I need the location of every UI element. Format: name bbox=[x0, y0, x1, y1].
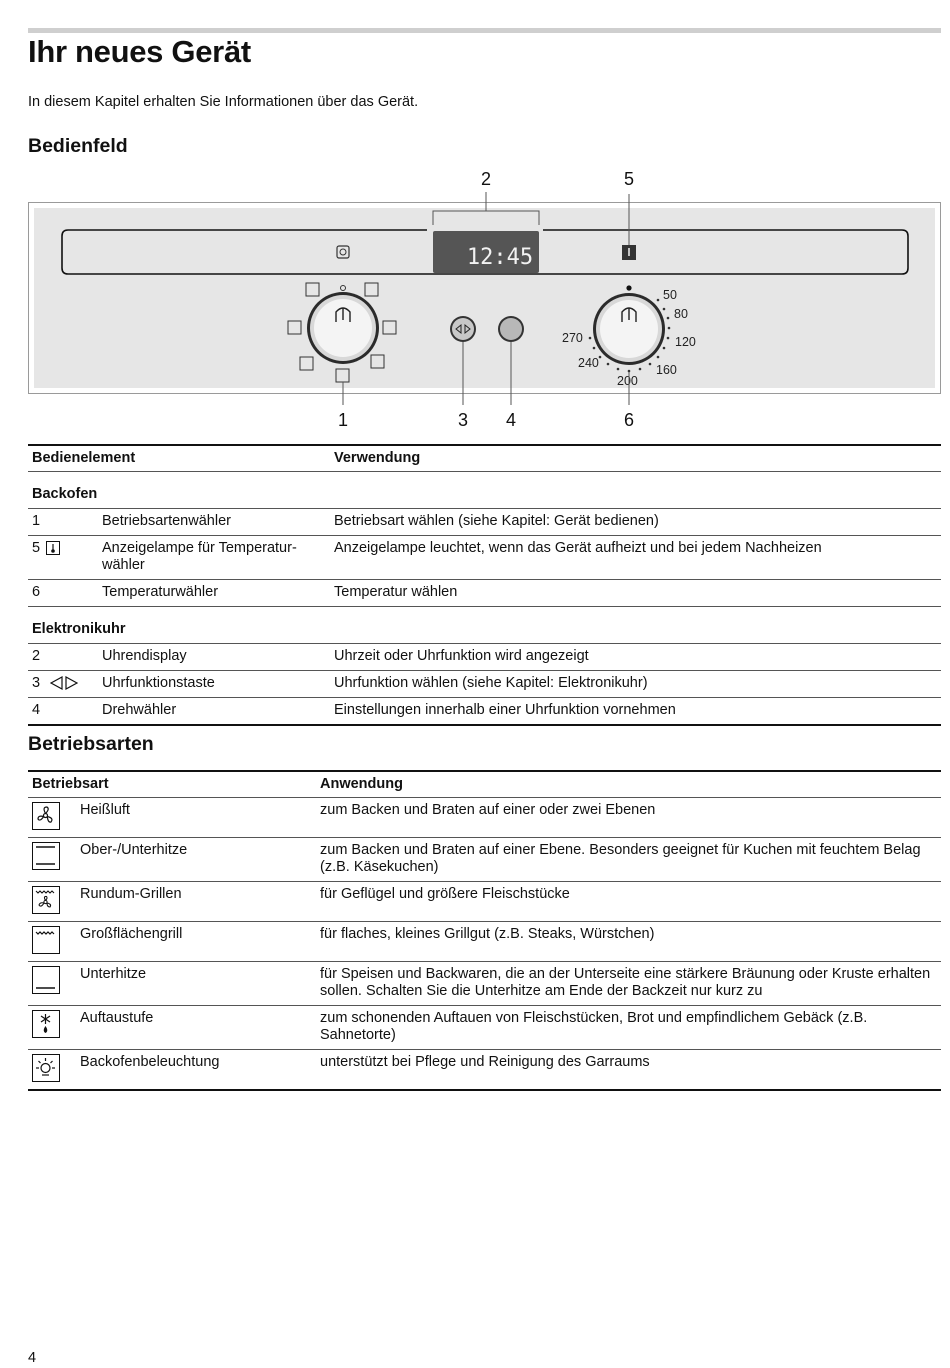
fan-mode-icon bbox=[365, 283, 378, 296]
oven-light-icon bbox=[32, 1054, 60, 1082]
thermometer-icon bbox=[46, 541, 60, 555]
large-grill-icon bbox=[32, 926, 60, 954]
table-row: Ober-/Unterhitze zum Backen und Braten auf einer Ebene. Besonders geeignet für Kuchen mit feuchtem Belag (z.B. Käsekuchen) bbox=[28, 838, 941, 882]
page-number: 4 bbox=[28, 1350, 37, 1366]
display-bracket bbox=[433, 211, 539, 225]
light-mode-icon bbox=[306, 283, 319, 296]
temperature-knob[interactable] bbox=[593, 293, 665, 365]
clock-function-button[interactable] bbox=[450, 316, 476, 342]
header-verwendung: Verwendung bbox=[330, 445, 941, 472]
temp-label-270: 270 bbox=[562, 331, 583, 345]
clock-display-text: 12:45 bbox=[466, 245, 534, 270]
callout-6: 6 bbox=[623, 410, 635, 430]
temp-label-50: 50 bbox=[663, 288, 677, 302]
heading-bedienfeld: Bedienfeld bbox=[28, 135, 128, 157]
table-row: Rundum-Grillen für Geflügel und größere Fleischstücke bbox=[28, 882, 941, 922]
callout-4: 4 bbox=[505, 410, 517, 430]
table-row: 4 Drehwähler Einstellungen innerhalb einer Uhrfunktion vornehmen bbox=[28, 698, 941, 726]
controls-table-header bbox=[28, 445, 941, 472]
page-title: Ihr neues Gerät bbox=[28, 34, 251, 69]
controls-table bbox=[28, 444, 941, 726]
temp-label-120: 120 bbox=[675, 335, 696, 349]
temp-label-160: 160 bbox=[656, 363, 677, 377]
rotary-selector[interactable] bbox=[498, 316, 524, 342]
defrost-mode-icon bbox=[288, 321, 301, 334]
callout-1: 1 bbox=[337, 410, 349, 430]
temp-label-200: 200 bbox=[617, 374, 638, 388]
header-bedienelement: Bedienelement bbox=[28, 445, 330, 472]
callout-5: 5 bbox=[623, 169, 635, 189]
mode-off-dot bbox=[341, 286, 346, 291]
top-bottom-heat-icon bbox=[32, 842, 60, 870]
top-bottom-mode-icon bbox=[383, 321, 396, 334]
table-row: Großflächengrill für flaches, kleines Grillgut (z.B. Steaks, Würstchen) bbox=[28, 922, 941, 962]
group-row-backofen: Backofen bbox=[28, 472, 941, 509]
temp-label-80: 80 bbox=[674, 307, 688, 321]
table-row: Backofenbeleuchtung unterstützt bei Pflege und Reinigung des Garraums bbox=[28, 1050, 941, 1090]
grill-mode-icon bbox=[336, 369, 349, 382]
defrost-icon bbox=[32, 1010, 60, 1038]
table-row: 3 Uhrfunktionstaste Uhrfunktion wählen (siehe Kapitel: Elektronikuhr) bbox=[28, 671, 941, 698]
table-row: 6 Temperaturwähler Temperatur wählen bbox=[28, 580, 941, 607]
bottom-heat-icon bbox=[32, 966, 60, 994]
callout-2: 2 bbox=[480, 169, 492, 189]
modes-table-header bbox=[28, 771, 941, 798]
lamp-indicator-icon bbox=[337, 246, 349, 258]
arrows-icon bbox=[50, 676, 78, 690]
table-row: 2 Uhrendisplay Uhrzeit oder Uhrfunktion wird angezeigt bbox=[28, 644, 941, 671]
mode-selector-knob[interactable] bbox=[307, 292, 379, 364]
fan-icon bbox=[32, 802, 60, 830]
temperature-off-dot bbox=[626, 285, 631, 290]
control-panel-diagram bbox=[0, 0, 950, 440]
temp-label-240: 240 bbox=[578, 356, 599, 370]
table-row: Heißluft zum Backen und Braten auf einer oder zwei Ebenen bbox=[28, 798, 941, 838]
rotisserie-grill-icon bbox=[32, 886, 60, 914]
modes-table bbox=[28, 770, 941, 1091]
callout-3: 3 bbox=[457, 410, 469, 430]
heading-betriebsarten: Betriebsarten bbox=[28, 733, 154, 755]
bottom-heat-mode-icon bbox=[300, 357, 313, 370]
intro-text: In diesem Kapitel erhalten Sie Informationen über das Gerät. bbox=[28, 94, 419, 110]
header-anwendung: Anwendung bbox=[316, 771, 941, 798]
rotisserie-mode-icon bbox=[371, 355, 384, 368]
group-row-elektronikuhr: Elektronikuhr bbox=[28, 607, 941, 644]
table-row: 5 Anzeigelampe für Temperatur-wähler Anzeigelampe leuchtet, wenn das Gerät aufheizt und bei jedem Nachheizen bbox=[28, 536, 941, 580]
table-row: Unterhitze für Speisen und Backwaren, die an der Unterseite eine stärkere Bräunung oder Kruste erhalten sollen. Schalten Sie die Unterhitze am Ende der Backzeit nur kurz zu bbox=[28, 962, 941, 1006]
table-row: 1 Betriebsartenwähler Betriebsart wählen (siehe Kapitel: Gerät bedienen) bbox=[28, 509, 941, 536]
table-row: Auftaustufe zum schonenden Auftauen von Fleischstücken, Brot und empfindlichem Gebäck (z.B. Sahnetorte) bbox=[28, 1006, 941, 1050]
header-betriebsart: Betriebsart bbox=[28, 771, 316, 798]
